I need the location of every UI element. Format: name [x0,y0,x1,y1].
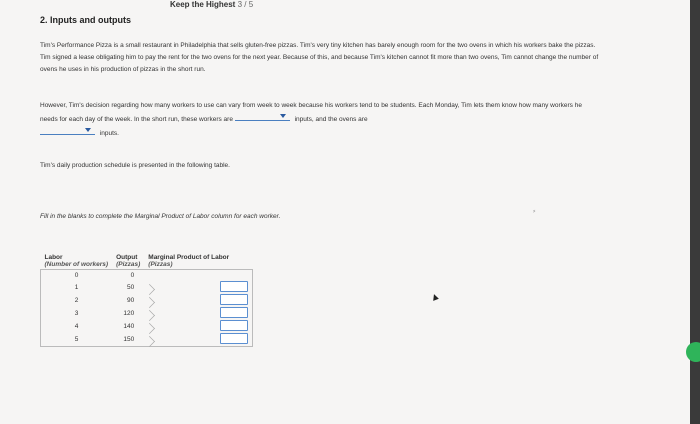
labor-cell: 1 [74,284,79,291]
output-cell: 150 [123,336,135,343]
labor-header-sub: (Number of workers) [44,261,109,268]
mpl-cell [144,294,253,307]
table-row [41,294,253,307]
mpl-header-sub: (Pizzas) [148,261,173,268]
side-button[interactable] [686,342,700,362]
score-title: Keep the Highest [170,0,236,9]
labor-cell: 0 [74,272,79,279]
paragraph-2-text-c: inputs. [99,130,119,137]
workers-input-type-dropdown[interactable] [235,112,290,121]
mpl-input-2[interactable] [220,294,248,305]
chevron-right-icon [148,310,162,318]
output-header-label: Output [116,254,138,261]
labor-cell: 5 [74,336,79,343]
mpl-cell [144,333,253,347]
table-row [41,333,253,347]
mpl-header [144,253,253,270]
chevron-right-icon [148,323,162,331]
mpl-input-5[interactable] [220,333,248,344]
mouse-cursor-icon [431,293,439,301]
ovens-input-type-dropdown[interactable] [40,126,95,135]
dropdown-arrow-icon [280,114,286,118]
mpl-input-1[interactable] [220,281,248,292]
labor-cell: 2 [74,297,79,304]
labor-header [41,253,113,270]
question-title: 2. Inputs and outputs [40,15,131,25]
labor-header-label: Labor [44,254,63,261]
mpl-input-3[interactable] [220,307,248,318]
paragraph-1: Tim's Performance Pizza is a small restaurant in Philadelphia that sells gluten-free pizzas. Tim's very tiny kitchen has barely enough room for the two ovens in which his workers bake the pizzas. Tim signed a lease obligating him to pay the rent for the two ovens for the next year. Because of this, and because Tim's kitchen cannot fit more than two ovens, Tim cannot change the number of ovens he uses in his production of pizzas in the short run. [40,42,599,73]
paragraph-2-text-a: However, Tim's decision regarding how many workers to use can vary from week to week because his workers tend to be students. Each Monday, Tim lets them know how many workers he needs for each day of the week. In the short run, these workers are [40,102,582,123]
output-header [112,253,144,270]
score-value: 3 / 5 [237,0,254,9]
paragraph-2 [40,100,600,140]
mpl-cell [144,320,253,333]
labor-cell: 3 [74,310,79,317]
table-row [41,281,253,294]
score-header [170,0,253,9]
chevron-right-icon [148,336,162,344]
output-cell: 120 [123,310,135,317]
mpl-cell [144,307,253,320]
table-row [41,307,253,320]
mpl-header-label: Marginal Product of Labor [148,254,230,261]
table-instruction: Fill in the blanks to complete the Marginal Product of Labor column for each worker. [40,213,281,220]
chevron-right-icon [148,297,162,305]
chevron-right-icon [148,284,162,292]
output-cell: 0 [130,272,135,279]
stray-mark: ⸗ [533,208,536,215]
output-cell: 50 [127,284,135,291]
output-cell: 140 [123,323,135,330]
paragraph-3: Tim's daily production schedule is presented in the following table. [40,162,230,169]
mpl-cell-empty [144,270,253,282]
table-row [41,270,253,282]
paragraph-2-text-b: inputs, and the ovens are [294,116,368,123]
output-header-sub: (Pizzas) [116,261,141,268]
table-row [41,320,253,333]
mpl-cell [144,281,253,294]
mpl-input-4[interactable] [220,320,248,331]
production-table [40,253,253,347]
output-cell: 90 [127,297,135,304]
dropdown-arrow-icon [85,128,91,132]
labor-cell: 4 [74,323,79,330]
